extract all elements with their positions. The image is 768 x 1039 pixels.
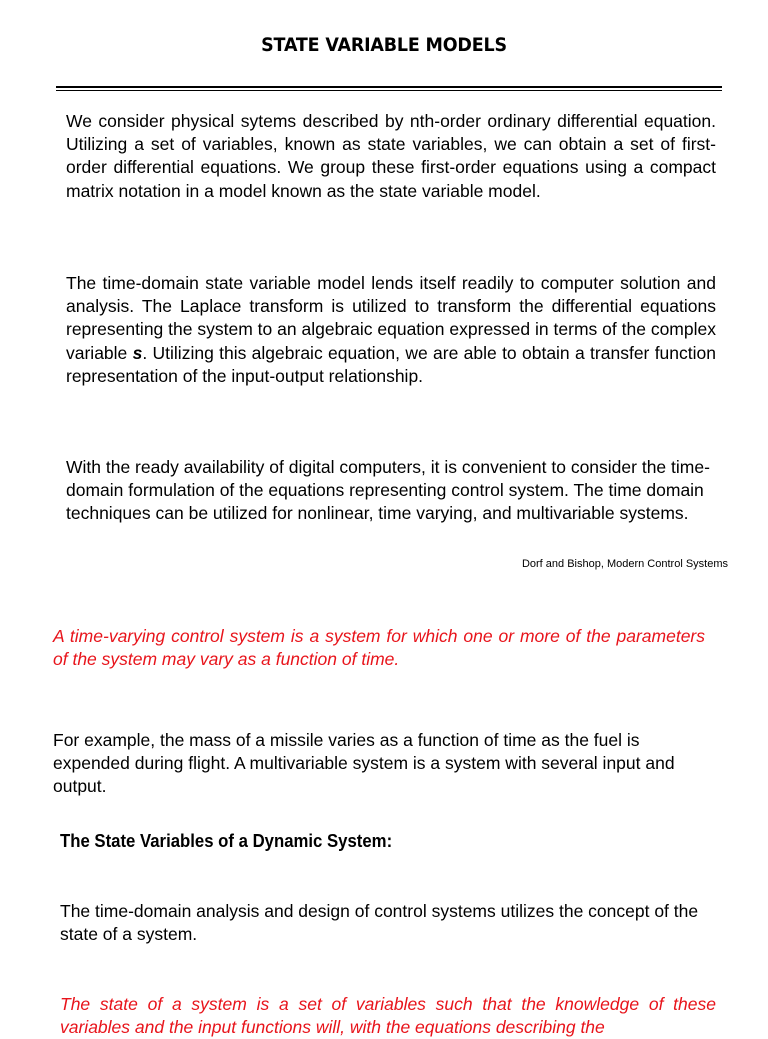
digital-computers-paragraph: With the ready availability of digital computers, it is convenient to consider the time-domain formulation of the equations representing control system. The time domain techniques can be utilized for nonlinear, time varying, and multivariable systems. bbox=[66, 457, 710, 524]
time-varying-definition: A time-varying control system is a system for which one or more of the parameters of the system may vary as a function of time. bbox=[53, 626, 705, 670]
laplace-paragraph-start: The time-domain state variable model lends itself readily to computer solution and analysis. The Laplace transform is utilized to transform the differential equations representing the system to an algebraic equation expressed in terms of the complex variable bbox=[66, 273, 716, 363]
state-concept-paragraph: The time-domain analysis and design of control systems utilizes the concept of the state of a system. bbox=[60, 901, 699, 945]
title-underline-thick bbox=[56, 86, 722, 88]
state-definition: The state of a system is a set of variables such that the knowledge of these variables and the input functions will, with the equations describing the bbox=[60, 994, 716, 1038]
section-heading: The State Variables of a Dynamic System: bbox=[60, 831, 393, 851]
example-paragraph: For example, the mass of a missile varies as a function of time as the fuel is expended during flight. A multivariable system is a system with several input and output. bbox=[53, 730, 675, 797]
intro-paragraph: We consider physical sytems described by nth-order ordinary differential equation. Utilizing a set of variables, known as state variables, we can obtain a set of first-order differential equations. We group these first-order equations using a compact matrix notation in a model known as the state variable model. bbox=[66, 111, 716, 201]
page-title: STATE VARIABLE MODELS bbox=[261, 34, 507, 56]
laplace-paragraph bbox=[66, 272, 716, 388]
laplace-paragraph-end: . Utilizing this algebraic equation, we are able to obtain a transfer function representation of the input-output relationship. bbox=[66, 342, 716, 386]
title-underline-thin bbox=[56, 90, 722, 91]
complex-variable-symbol: s bbox=[132, 342, 143, 363]
citation: Dorf and Bishop, Modern Control Systems bbox=[521, 558, 728, 570]
